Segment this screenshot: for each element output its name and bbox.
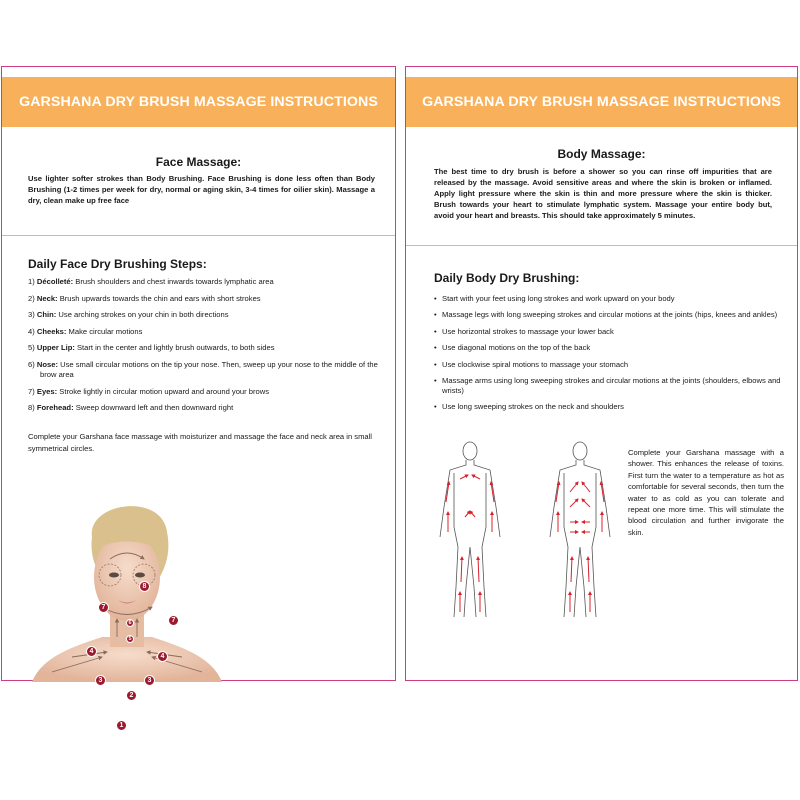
face-intro: Use lighter softer strokes than Body Brushing. Face Brushing is done less often than Body Brushing (1-2 times per week for dry, normal or aging skin, 3-4 times for oilier skin). Massage a dry, clean make up free face — [28, 174, 375, 205]
divider — [406, 245, 797, 246]
marker-badge: 1 — [116, 714, 127, 732]
body-massage-card — [405, 66, 798, 681]
face-massage-card — [1, 66, 396, 729]
list-item: 4) Cheeks: Make circular motions — [28, 326, 143, 336]
marker-badge: 4 — [157, 645, 168, 663]
marker-badge: 6 — [126, 611, 134, 629]
list-item: 5) Upper Lip: Start in the center and lightly brush outwards, to both sides — [28, 343, 275, 353]
section-title: Face Massage: — [155, 155, 242, 169]
list-item: 1) Décolleté: Brush shoulders and chest inwards towards lymphatic area — [28, 277, 274, 286]
marker-badge: 3 — [144, 669, 155, 687]
body-intro: The best time to dry brush is before a shower so you can rinse off impurities that are released by the massage. Avoid sensitive areas and where the skin is broken or inflamed. Apply light pressure where the skin is thin and more pressure where the skin is thicker. Brush towards your heart to stimulate lymphatic system. Massage your entire body but, avoid your heart and breasts. This should take approximately 5 minutes. — [434, 167, 772, 220]
list-item: • Massage legs with long sweeping strokes and circular motions at the joints (hips, knees and ankles) — [434, 310, 778, 320]
marker-badge: 4 — [86, 640, 97, 658]
marker-badge: 2 — [126, 684, 137, 702]
list-item: 3) Chin: Use arching strokes on your chin in both directions — [28, 310, 229, 320]
list-item: • Use horizontal strokes to massage your lower back — [434, 326, 614, 336]
list-item: • Start with your feet using long strokes and work upward on your body — [434, 294, 675, 303]
body-steps-list — [434, 294, 784, 419]
list-item: • Use long sweeping strokes on the neck and shoulders — [434, 402, 624, 412]
list-item: • Massage arms using long sweeping strokes and circular motions at the joints (shoulders, elbows and wrists) — [434, 375, 781, 395]
marker-badge: 5 — [126, 627, 134, 645]
body-diagram-icon — [430, 437, 630, 627]
list-item: 8) Forehead: Sweep downward left and then downward right — [28, 403, 234, 413]
marker-badge: 3 — [95, 669, 106, 687]
face-illustration-icon — [32, 497, 222, 682]
steps-title: Daily Body Dry Brushing: — [434, 271, 580, 285]
divider — [2, 235, 395, 236]
list-item: 2) Neck: Brush upwards towards the chin and ears with short strokes — [28, 293, 261, 303]
list-item: 7) Eyes: Stroke lightly in circular motion upward and around your brows — [28, 386, 270, 396]
card-banner: GARSHANA DRY BRUSH MASSAGE INSTRUCTIONS — [2, 77, 395, 127]
marker-badge: 7 — [98, 596, 109, 614]
marker-badge: 7 — [168, 609, 179, 627]
face-steps-list — [28, 277, 378, 420]
face-closing: Complete your Garshana face massage with moisturizer and massage the face and neck area in small symmetrical circles. — [28, 432, 372, 453]
steps-title: Daily Face Dry Brushing Steps: — [28, 257, 207, 271]
card-banner: GARSHANA DRY BRUSH MASSAGE INSTRUCTIONS — [406, 77, 797, 127]
list-item: • Use diagonal motions on the top of the back — [434, 343, 591, 353]
list-item: 6) Nose: Use small circular motions on the tip your nose. Then, sweep up your nose to the middle of the brow area — [28, 359, 378, 379]
list-item: • Use clockwise spiral motions to massage your stomach — [434, 359, 629, 369]
section-title: Body Massage: — [557, 147, 646, 161]
marker-badge: 8 — [139, 575, 150, 593]
body-closing: Complete your Garshana massage with a shower. This enhances the release of toxins. First turn the water to a temperature as hot as comfortable for several seconds, then turn the water to as cold as you can tolerate and repeat one more time. This will stimulate the blood circulation and further invigorate the skin. — [628, 448, 784, 537]
